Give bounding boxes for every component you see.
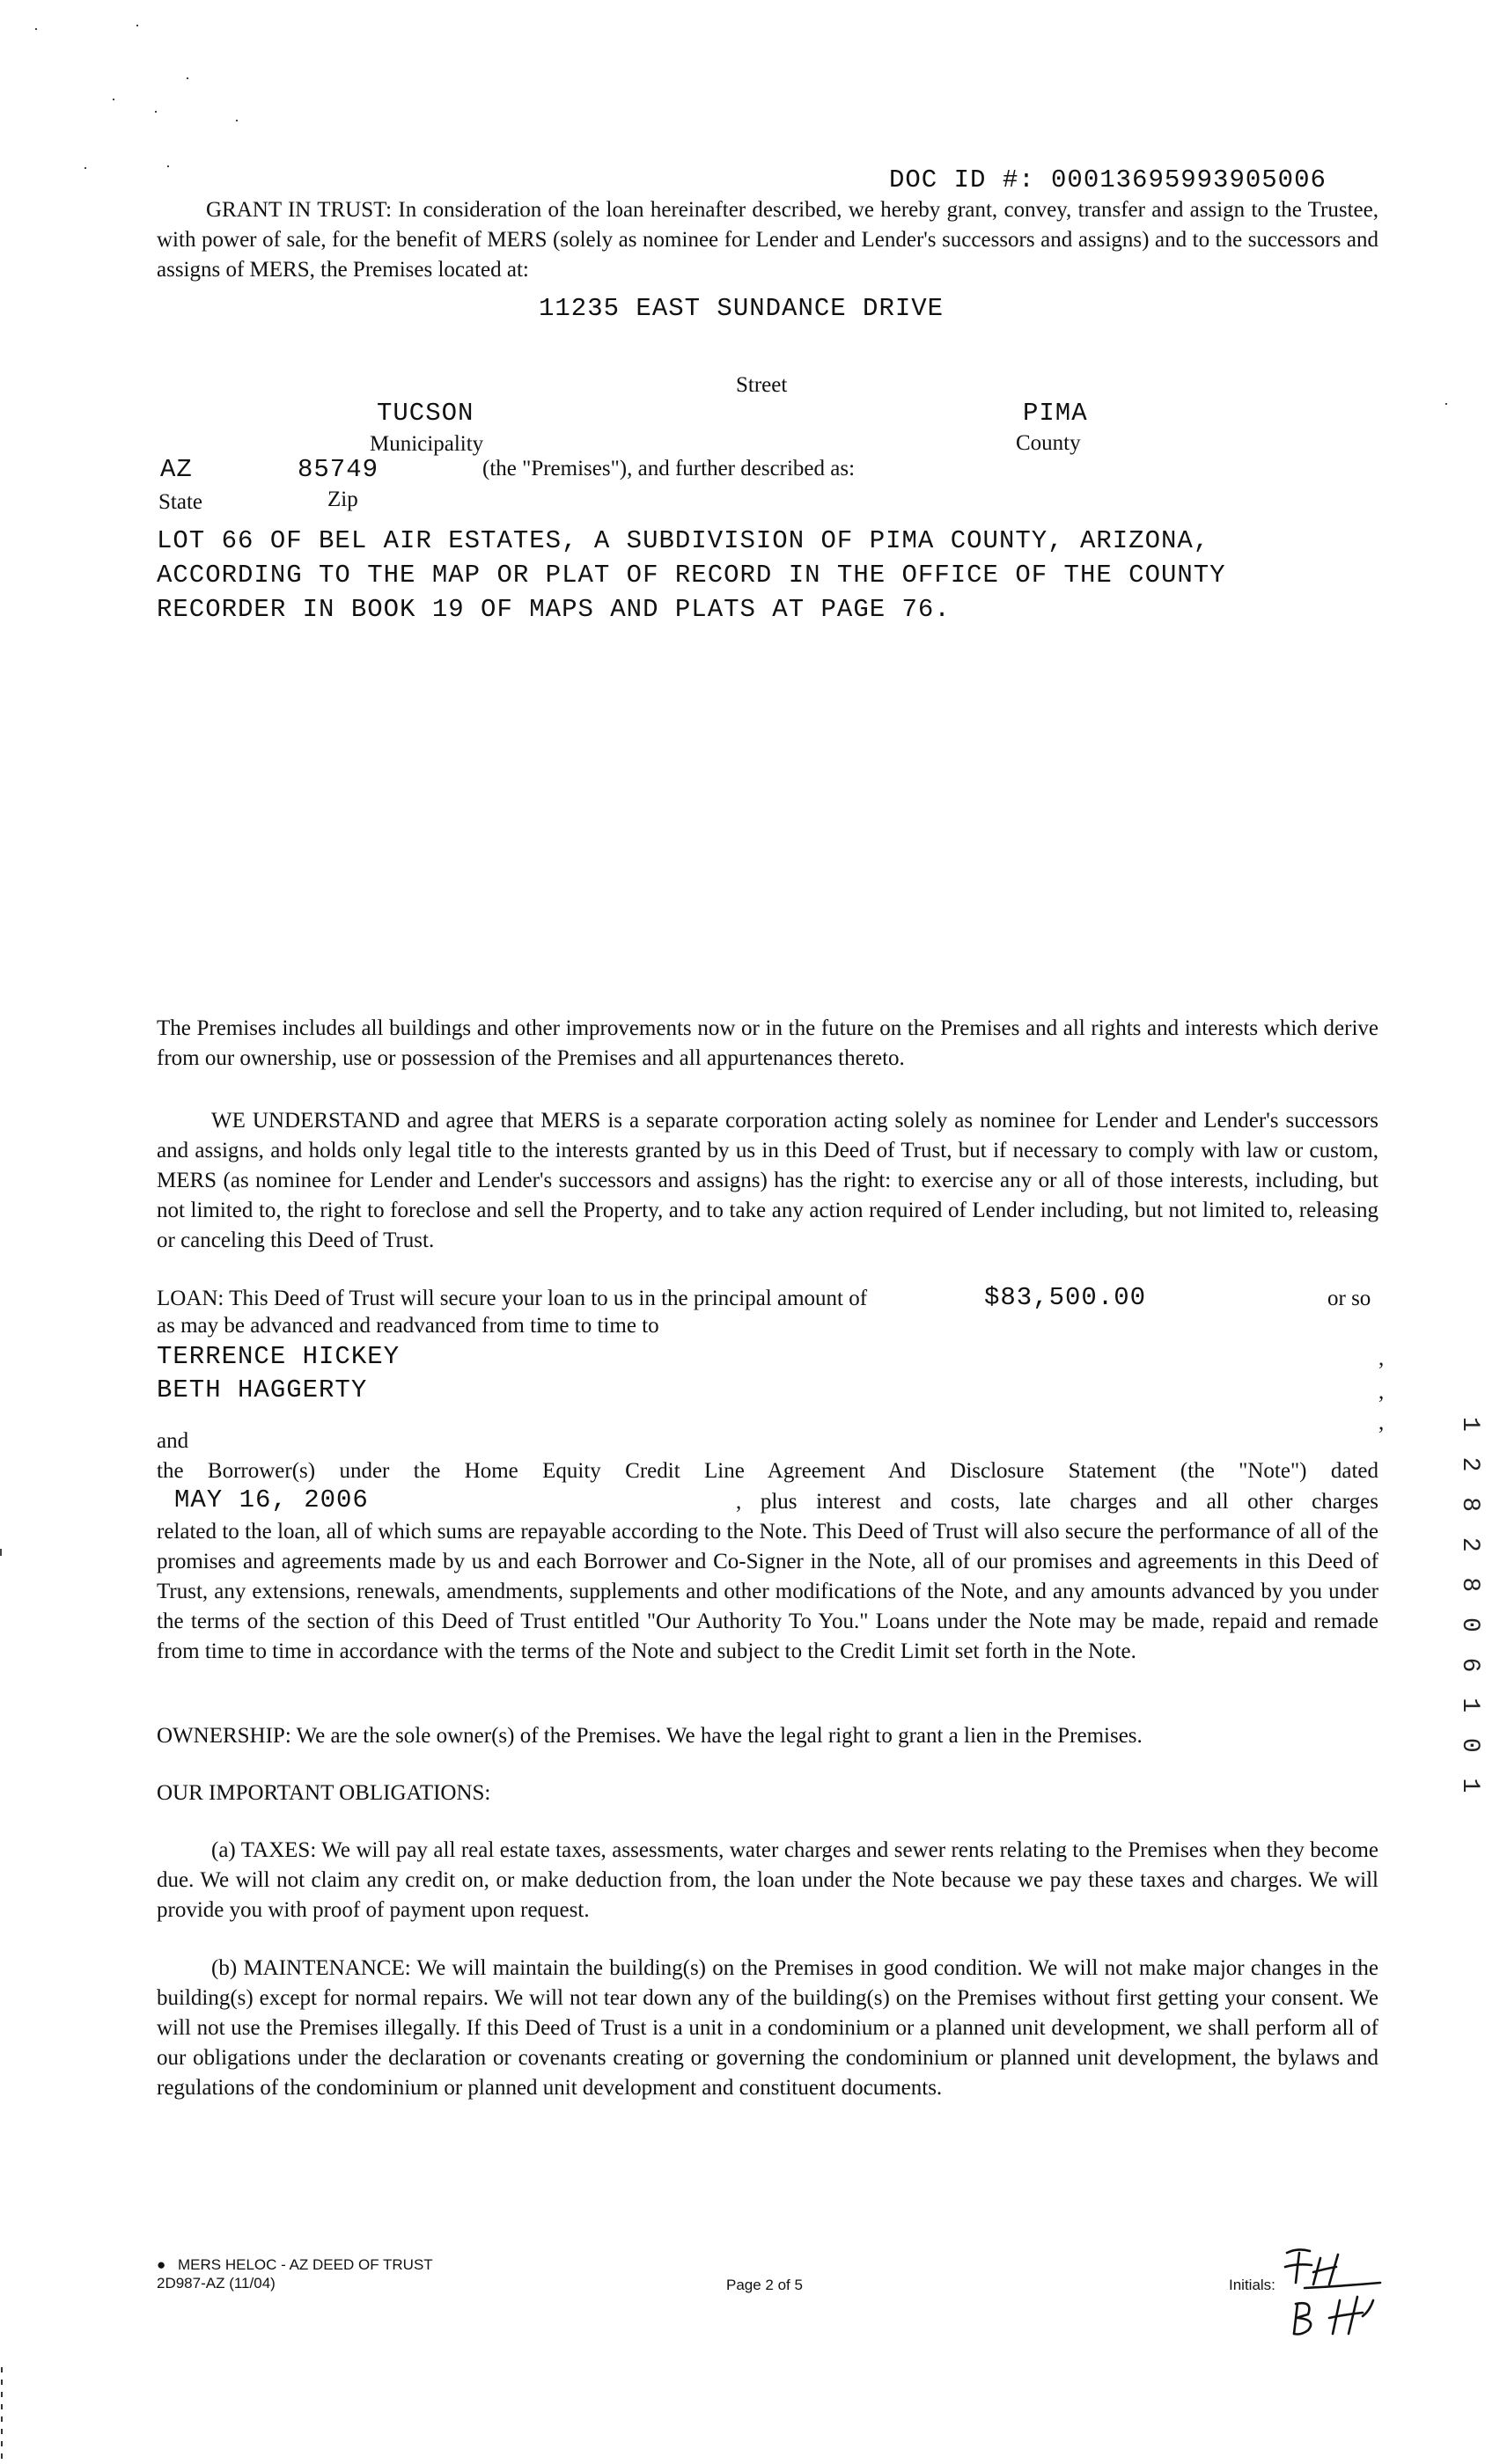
borrower-name: BETH HAGGERTY (157, 1375, 368, 1404)
zip-label: Zip (327, 488, 358, 511)
loan-advanced: as may be advanced and readvanced from time to time to (157, 1314, 659, 1338)
footer-form-title: MERS HELOC - AZ DEED OF TRUST (178, 2256, 433, 2273)
loan-plus-text: , plus interest and costs, late charges and all other charges (736, 1490, 1378, 1514)
grant-in-trust-paragraph: GRANT IN TRUST: In consideration of the loan hereinafter described, we hereby grant, convey, transfer and assign to the Trustee, with power of sale, for the benefit of MERS (solely as nominee for Lender and Lender's successors and assigns) and to the successors and assigns of MERS, the Premises located at: (157, 198, 1378, 282)
footer-page-number: Page 2 of 5 (726, 2277, 803, 2293)
scan-speck (113, 99, 114, 100)
borrower-comma: , (1378, 1380, 1385, 1404)
margin-dash-mark (0, 2367, 5, 2464)
scan-speck (0, 1549, 2, 1556)
premises-includes-paragraph: The Premises includes all buildings and other improvements now or in the future on the Premises and all rights and interests which derive from our ownership, use or possession of the Premises and all appurtenances thereto. (157, 1016, 1378, 1070)
handwritten-initials (1278, 2242, 1393, 2348)
scan-speck (236, 120, 238, 121)
ownership-paragraph: OWNERSHIP: We are the sole owner(s) of the Premises. We have the legal right to grant a lien in the Premises. (157, 1724, 1143, 1748)
footer-bullet: ● (157, 2256, 166, 2273)
scan-speck (167, 165, 169, 167)
scan-speck (155, 111, 157, 113)
county-label: County (1016, 431, 1081, 455)
loan-or-so: or so (1327, 1287, 1371, 1310)
loan-and: and (157, 1429, 189, 1453)
municipality-label: Municipality (370, 432, 484, 456)
maintenance-paragraph: (b) MAINTENANCE: We will maintain the building(s) on the Premises in good condition. We will not make major changes in the building(s) except for normal repairs. We will not tear down any of the building(s) on the Premises without first getting your consent. We will not use the Premises illegally. If this Deed of Trust is a unit in a condominium or a planned unit development, we shall perform all of our obligations under the declaration or covenants creating or governing the condominium or planned unit development, the bylaws and regulations of the condominium or planned unit development and constituent documents. (157, 1956, 1378, 2100)
borrower-comma: , (1378, 1346, 1385, 1370)
scan-speck (187, 77, 188, 79)
municipality-value: TUCSON (377, 399, 474, 428)
we-understand-paragraph: WE UNDERSTAND and agree that MERS is a separate corporation acting solely as nominee for Lender and Lender's successors and assigns, and holds only legal title to the interests granted by us in this Deed of Trust, but if necessary to comply with law or custom, MERS (as nominee for Lender and Lender's successors and assigns) has the right: to exercise any or all of those interests, including, but not limited to, the right to foreclose and sell the Property, and to take any action required of Lender including, but not limited to, releasing or canceling this Deed of Trust. (157, 1109, 1378, 1252)
state-value: AZ (160, 455, 193, 484)
scan-speck (136, 25, 138, 26)
legal-description-line: LOT 66 OF BEL AIR ESTATES, A SUBDIVISION OF PIMA COUNTY, ARIZONA, (157, 526, 1210, 555)
scan-speck (85, 167, 86, 169)
street-value: 11235 EAST SUNDANCE DRIVE (539, 294, 945, 323)
loan-intro: LOAN: This Deed of Trust will secure your loan to us in the principal amount of (157, 1287, 868, 1310)
doc-id: DOC ID #: 00013695993905006 (889, 165, 1327, 194)
note-date: MAY 16, 2006 (174, 1485, 369, 1514)
scan-speck (1445, 403, 1447, 405)
loan-amount: $83,500.00 (984, 1283, 1147, 1312)
loan-borrower-line: the Borrower(s) under the Home Equity Credit Line Agreement And Disclosure Statement (the "Note") dated (157, 1459, 1378, 1483)
legal-description-line: RECORDER IN BOOK 19 OF MAPS AND PLATS AT PAGE 76. (157, 595, 951, 624)
state-label: State (158, 490, 202, 514)
footer-form-number: 2D987-AZ (11/04) (157, 2275, 276, 2292)
initials-label: Initials: (1229, 2277, 1275, 2293)
scan-speck (35, 28, 37, 30)
borrower-comma: , (1378, 1411, 1385, 1434)
premises-further-described: (the "Premises"), and further described as: (482, 457, 856, 480)
taxes-paragraph: (a) TAXES: We will pay all real estate taxes, assessments, water charges and sewer rents relating to the Premises when they become due. We will not claim any credit on, or make deduction from, the loan under the Note because we pay these taxes and charges. We will provide you with proof of payment upon request. (157, 1838, 1378, 1922)
borrower-name: TERRENCE HICKEY (157, 1342, 401, 1371)
obligations-heading: OUR IMPORTANT OBLIGATIONS: (157, 1781, 491, 1805)
zip-value: 85749 (298, 455, 379, 484)
legal-description-line: ACCORDING TO THE MAP OR PLAT OF RECORD IN THE OFFICE OF THE COUNTY (157, 561, 1226, 590)
county-value: PIMA (1023, 399, 1088, 428)
loan-continuation-paragraph: related to the loan, all of which sums are repayable according to the Note. This Deed of Trust will also secure the performance of all of the promises and agreements made by us and each Borrower and Co-Signer in the Note, all of our promises and agreements in this Deed of Trust, any extensions, renewals, amendments, supplements and other modifications of the Note, and any amounts advanced by you under the terms of the section of this Deed of Trust entitled "Our Authority To You." Loans under the Note may be made, repaid and remade from time to time in accordance with the terms of the Note and subject to the Credit Limit set forth in the Note. (157, 1520, 1378, 1663)
street-label: Street (736, 373, 788, 397)
side-stamp-number: 1 2 8 2 8 0 6 1 0 1 (1456, 1417, 1483, 1799)
